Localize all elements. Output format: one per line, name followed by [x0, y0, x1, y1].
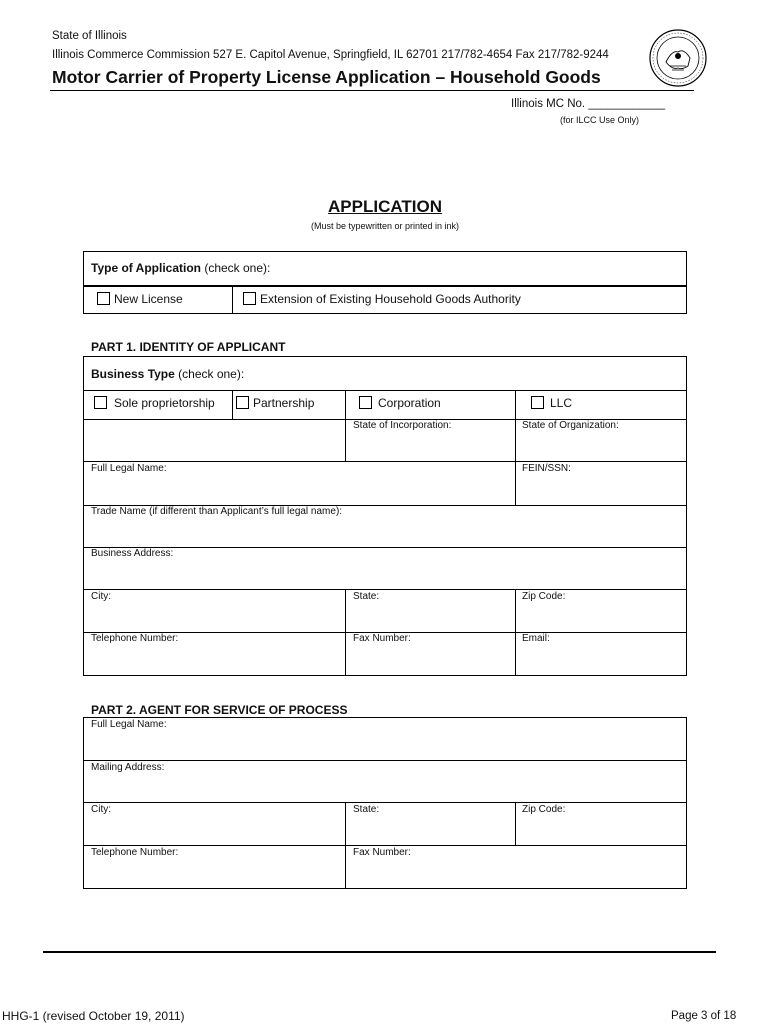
business-type-label-bold: Business Type [91, 367, 175, 381]
form-revision: HHG-1 (revised October 19, 2011) [2, 1009, 185, 1023]
partnership-label: Partnership [253, 396, 315, 410]
corporation-checkbox[interactable] [359, 396, 372, 409]
application-type-label-bold: Type of Application [91, 261, 201, 275]
application-type-label-rest: (check one): [201, 261, 271, 275]
part2-table [83, 717, 687, 889]
new-license-checkbox[interactable] [97, 292, 110, 305]
business-address-field[interactable]: Business Address: [91, 548, 174, 559]
fax-field[interactable]: Fax Number: [353, 633, 411, 644]
footer-rule [43, 951, 716, 953]
sole-proprietorship-option[interactable] [94, 396, 215, 410]
zip-code-field[interactable]: Zip Code: [522, 591, 566, 602]
part1-heading: PART 1. IDENTITY OF APPLICANT [91, 340, 286, 354]
agent-state-field[interactable]: State: [353, 804, 380, 815]
extension-label: Extension of Existing Household Goods Authority [260, 292, 521, 306]
part2-heading: PART 2. AGENT FOR SERVICE OF PROCESS [91, 703, 348, 717]
city-field[interactable]: City: [91, 591, 111, 602]
partnership-checkbox[interactable] [236, 396, 249, 409]
corporation-label: Corporation [378, 396, 441, 410]
page-title: Motor Carrier of Property License Application – Household Goods [52, 67, 601, 87]
agent-fax-field[interactable]: Fax Number: [353, 847, 411, 858]
state-organization-label[interactable]: State of Organization: [522, 420, 619, 431]
agent-telephone-field[interactable]: Telephone Number: [91, 847, 179, 858]
extension-checkbox[interactable] [243, 292, 256, 305]
llc-option[interactable] [531, 396, 572, 410]
business-type-label-rest: (check one): [174, 367, 245, 381]
state-incorporation-label[interactable]: State of Incorporation: [353, 420, 452, 431]
llc-label: LLC [550, 396, 573, 410]
full-legal-name-field[interactable]: Full Legal Name: [91, 463, 167, 474]
page-number: Page 3 of 18 [671, 1010, 737, 1022]
header-rule [50, 90, 694, 91]
partnership-option[interactable] [236, 396, 314, 410]
new-license-option[interactable] [97, 292, 183, 306]
corporation-option[interactable] [359, 396, 441, 410]
extension-option[interactable] [243, 292, 521, 306]
email-field[interactable]: Email: [522, 633, 550, 644]
sole-proprietorship-label: Sole proprietorship [114, 396, 215, 410]
state-name: State of Illinois [52, 30, 127, 42]
application-heading: APPLICATION [328, 197, 442, 216]
mc-number-field: Illinois MC No. ____________ [511, 98, 666, 110]
telephone-field[interactable]: Telephone Number: [91, 633, 179, 644]
commission-address: Illinois Commerce Commission 527 E. Capitol Avenue, Springfield, IL 62701 217/782-4654 Fax 217/782-9244 [52, 49, 609, 61]
mc-number-note: (for ILCC Use Only) [560, 115, 640, 125]
agent-zip-code-field[interactable]: Zip Code: [522, 804, 566, 815]
agent-full-legal-name-field[interactable]: Full Legal Name: [91, 719, 167, 730]
llc-checkbox[interactable] [531, 396, 544, 409]
fein-ssn-field[interactable]: FEIN/SSN: [522, 463, 571, 474]
state-field[interactable]: State: [353, 591, 380, 602]
agent-mailing-address-field[interactable]: Mailing Address: [91, 762, 165, 773]
illinois-seal-icon [648, 28, 708, 88]
sole-proprietorship-checkbox[interactable] [94, 396, 107, 409]
business-type-label [91, 367, 244, 381]
application-type-label [91, 261, 270, 275]
agent-city-field[interactable]: City: [91, 804, 111, 815]
new-license-label: New License [114, 292, 183, 306]
application-note: (Must be typewritten or printed in ink) [310, 221, 460, 231]
trade-name-field[interactable]: Trade Name (if different than Applicant’s full legal name): [91, 506, 343, 517]
